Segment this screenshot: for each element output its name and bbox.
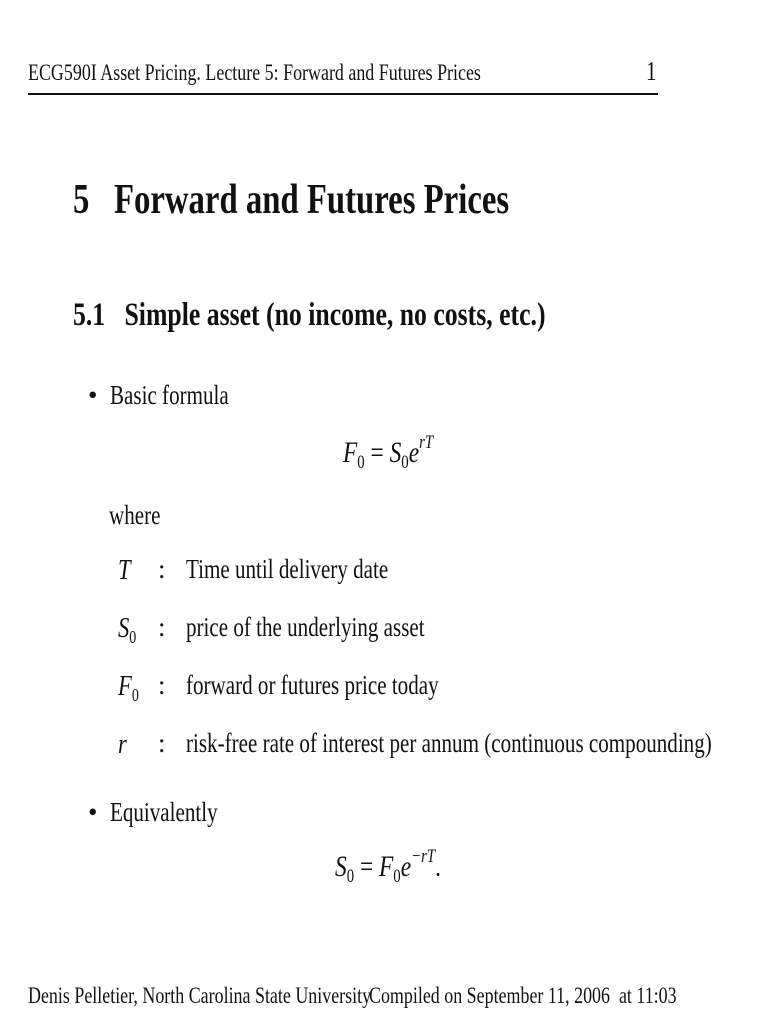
subsection-title: Simple asset (no income, no costs, etc.) — [124, 297, 546, 333]
formula-tail: . — [435, 850, 441, 883]
formula-equals: = — [359, 850, 374, 883]
section-heading — [73, 176, 632, 224]
formula-exponent: rT — [419, 432, 434, 453]
formula-lhs: F — [343, 436, 358, 469]
formula-lhs-sub: 0 — [346, 866, 355, 887]
definition-colon: : — [158, 670, 166, 700]
where-label: where — [109, 500, 161, 530]
formula-lhs-sub: 0 — [357, 452, 365, 473]
formula-lhs: S — [335, 850, 347, 883]
footer-compiled: Compiled on September 11, 2006 at 11:03 — [369, 983, 677, 1008]
page-number-text: 1 — [646, 56, 657, 86]
formula-rhs-sub: 0 — [393, 866, 401, 887]
formula-rhs: F — [379, 850, 394, 883]
definition-symbol: F — [118, 670, 132, 702]
subsection-number: 5.1 — [73, 297, 106, 333]
definition-colon: : — [158, 728, 166, 758]
subsection-heading — [73, 297, 679, 334]
formula-basic — [343, 432, 459, 474]
definition-text: price of the underlying asset — [186, 612, 425, 642]
definition-symbol: r — [118, 728, 127, 760]
formula-base: e — [400, 850, 412, 883]
definition-text: forward or futures price today — [186, 670, 439, 700]
bullet-icon: • — [88, 797, 98, 827]
definition-symbol-sub: 0 — [131, 685, 139, 705]
definition-symbol: T — [118, 554, 131, 586]
definition-symbol: S — [118, 612, 130, 644]
definition-colon: : — [158, 554, 166, 584]
header-title — [28, 60, 609, 86]
bullet-icon: • — [88, 380, 98, 410]
bullet-text: Equivalently — [110, 797, 218, 827]
formula-base: e — [408, 436, 420, 469]
footer-author: Denis Pelletier, North Carolina State University — [28, 983, 372, 1008]
header-title-text: ECG590I Asset Pricing. Lecture 5: Forward and Futures Prices — [28, 60, 481, 85]
header-divider — [28, 93, 658, 95]
definition-row — [118, 728, 718, 768]
formula-rhs-sub: 0 — [401, 452, 409, 473]
page-number — [646, 56, 660, 87]
formula-equals: = — [370, 436, 384, 469]
section-number: 5 — [73, 177, 90, 223]
definition-row — [118, 612, 718, 652]
section-title: Forward and Futures Prices — [113, 177, 510, 223]
formula-exponent: −rT — [411, 846, 436, 867]
definition-symbol-sub: 0 — [129, 627, 137, 647]
bullet-text: Basic formula — [110, 380, 229, 410]
definition-row — [118, 670, 718, 710]
definition-row — [118, 554, 718, 594]
formula-equivalent — [335, 846, 471, 888]
definition-colon: : — [158, 612, 166, 642]
definition-text: risk-free rate of interest per annum (continuous compounding) — [186, 728, 712, 758]
definition-text: Time until delivery date — [186, 554, 389, 584]
formula-rhs: S — [389, 436, 402, 469]
